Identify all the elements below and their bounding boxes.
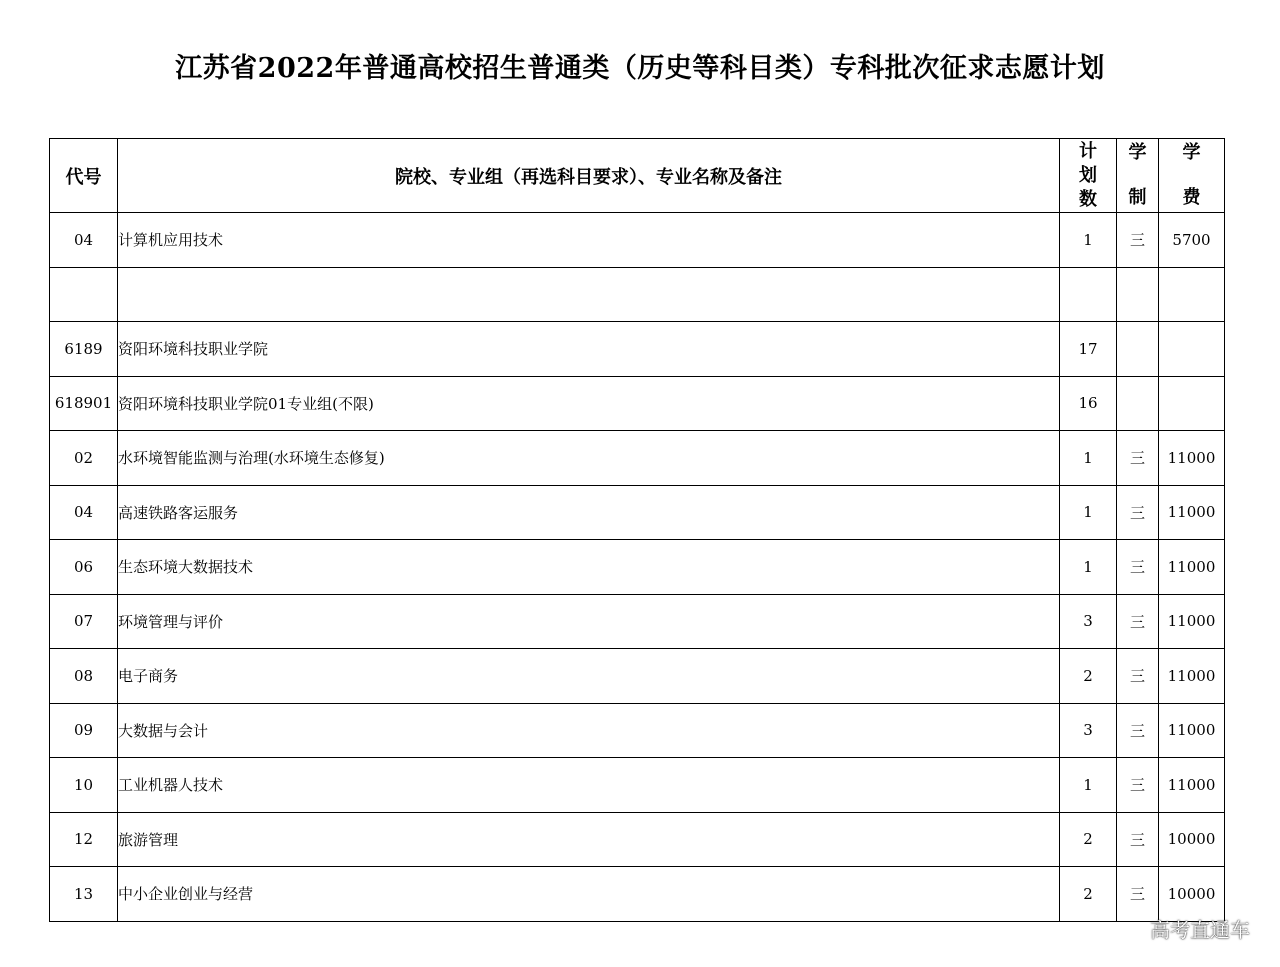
cell-years: 三: [1117, 703, 1159, 758]
table-header-row: [50, 139, 1225, 213]
cell-name: [118, 267, 1060, 322]
cell-code: [50, 267, 118, 322]
cell-plan: 3: [1060, 703, 1117, 758]
cell-years: [1117, 376, 1159, 431]
table-row: [50, 540, 1225, 595]
cell-code: 618901: [50, 376, 118, 431]
cell-code: 08: [50, 649, 118, 704]
cell-years: 三: [1117, 594, 1159, 649]
header-plan-char: 计: [1079, 140, 1097, 162]
table-row: [50, 431, 1225, 486]
cell-years: 三: [1117, 812, 1159, 867]
cell-name: 电子商务: [118, 649, 1060, 704]
cell-code: 04: [50, 213, 118, 268]
header-name: 院校、专业组（再选科目要求）、专业名称及备注: [118, 139, 1060, 213]
cell-code: 07: [50, 594, 118, 649]
cell-name: 水环境智能监测与治理(水环境生态修复): [118, 431, 1060, 486]
table-row: [50, 703, 1225, 758]
cell-years: 三: [1117, 540, 1159, 595]
cell-code: 12: [50, 812, 118, 867]
cell-fee: 11000: [1159, 431, 1225, 486]
table-row: [50, 812, 1225, 867]
cell-name: 资阳环境科技职业学院01专业组(不限): [118, 376, 1060, 431]
table-row: [50, 485, 1225, 540]
cell-plan: 2: [1060, 649, 1117, 704]
document-title: 江苏省2022年普通高校招生普通类（历史等科目类）专科批次征求志愿计划: [175, 53, 1105, 84]
cell-plan: [1060, 267, 1117, 322]
table-row: [50, 649, 1225, 704]
table-row: [50, 213, 1225, 268]
cell-plan: 1: [1060, 213, 1117, 268]
cell-fee: [1159, 322, 1225, 377]
cell-plan: 2: [1060, 867, 1117, 922]
cell-years: 三: [1117, 431, 1159, 486]
cell-name: 资阳环境科技职业学院: [118, 322, 1060, 377]
cell-fee: 11000: [1159, 649, 1225, 704]
table-row: [50, 376, 1225, 431]
cell-fee: [1159, 267, 1225, 322]
table-row: [50, 594, 1225, 649]
cell-fee: 11000: [1159, 594, 1225, 649]
cell-name: 环境管理与评价: [118, 594, 1060, 649]
cell-plan: 17: [1060, 322, 1117, 377]
cell-years: 三: [1117, 758, 1159, 813]
cell-fee: 11000: [1159, 703, 1225, 758]
cell-plan: 2: [1060, 812, 1117, 867]
cell-plan: 1: [1060, 431, 1117, 486]
cell-name: 计算机应用技术: [118, 213, 1060, 268]
cell-plan: 1: [1060, 485, 1117, 540]
cell-plan: 16: [1060, 376, 1117, 431]
cell-fee: 11000: [1159, 758, 1225, 813]
cell-code: 06: [50, 540, 118, 595]
cell-code: 13: [50, 867, 118, 922]
cell-years: [1117, 322, 1159, 377]
cell-fee: 11000: [1159, 540, 1225, 595]
cell-code: 02: [50, 431, 118, 486]
table-row: [50, 758, 1225, 813]
cell-name: 工业机器人技术: [118, 758, 1060, 813]
cell-fee: 10000: [1159, 812, 1225, 867]
cell-code: 04: [50, 485, 118, 540]
cell-code: 10: [50, 758, 118, 813]
cell-name: 生态环境大数据技术: [118, 540, 1060, 595]
watermark-text: 高考直通车: [1150, 918, 1250, 942]
cell-name: 高速铁路客运服务: [118, 485, 1060, 540]
header-fee: [1159, 139, 1225, 213]
cell-name: 大数据与会计: [118, 703, 1060, 758]
header-fee-char: 学: [1182, 142, 1201, 163]
cell-fee: [1159, 376, 1225, 431]
cell-fee: 5700: [1159, 213, 1225, 268]
cell-years: [1117, 267, 1159, 322]
cell-name: 中小企业创业与经营: [118, 867, 1060, 922]
header-years-char: 制: [1128, 187, 1147, 208]
header-plan-char: 划: [1079, 164, 1097, 186]
header-plan-char: 数: [1079, 188, 1097, 210]
cell-years: 三: [1117, 649, 1159, 704]
cell-years: 三: [1117, 867, 1159, 922]
cell-fee: 11000: [1159, 485, 1225, 540]
enrollment-plan-table: [49, 138, 1225, 922]
cell-code: 09: [50, 703, 118, 758]
header-years-char: 学: [1128, 142, 1147, 163]
table-row: [50, 867, 1225, 922]
header-code: 代号: [50, 139, 118, 213]
cell-years: 三: [1117, 485, 1159, 540]
cell-name: 旅游管理: [118, 812, 1060, 867]
header-plan: [1060, 139, 1117, 213]
cell-plan: 3: [1060, 594, 1117, 649]
cell-years: 三: [1117, 213, 1159, 268]
header-fee-char: 费: [1182, 187, 1201, 208]
cell-plan: 1: [1060, 758, 1117, 813]
table-row: [50, 322, 1225, 377]
header-years: [1117, 139, 1159, 213]
cell-code: 6189: [50, 322, 118, 377]
table-row: [50, 267, 1225, 322]
cell-plan: 1: [1060, 540, 1117, 595]
cell-fee: 10000: [1159, 867, 1225, 922]
